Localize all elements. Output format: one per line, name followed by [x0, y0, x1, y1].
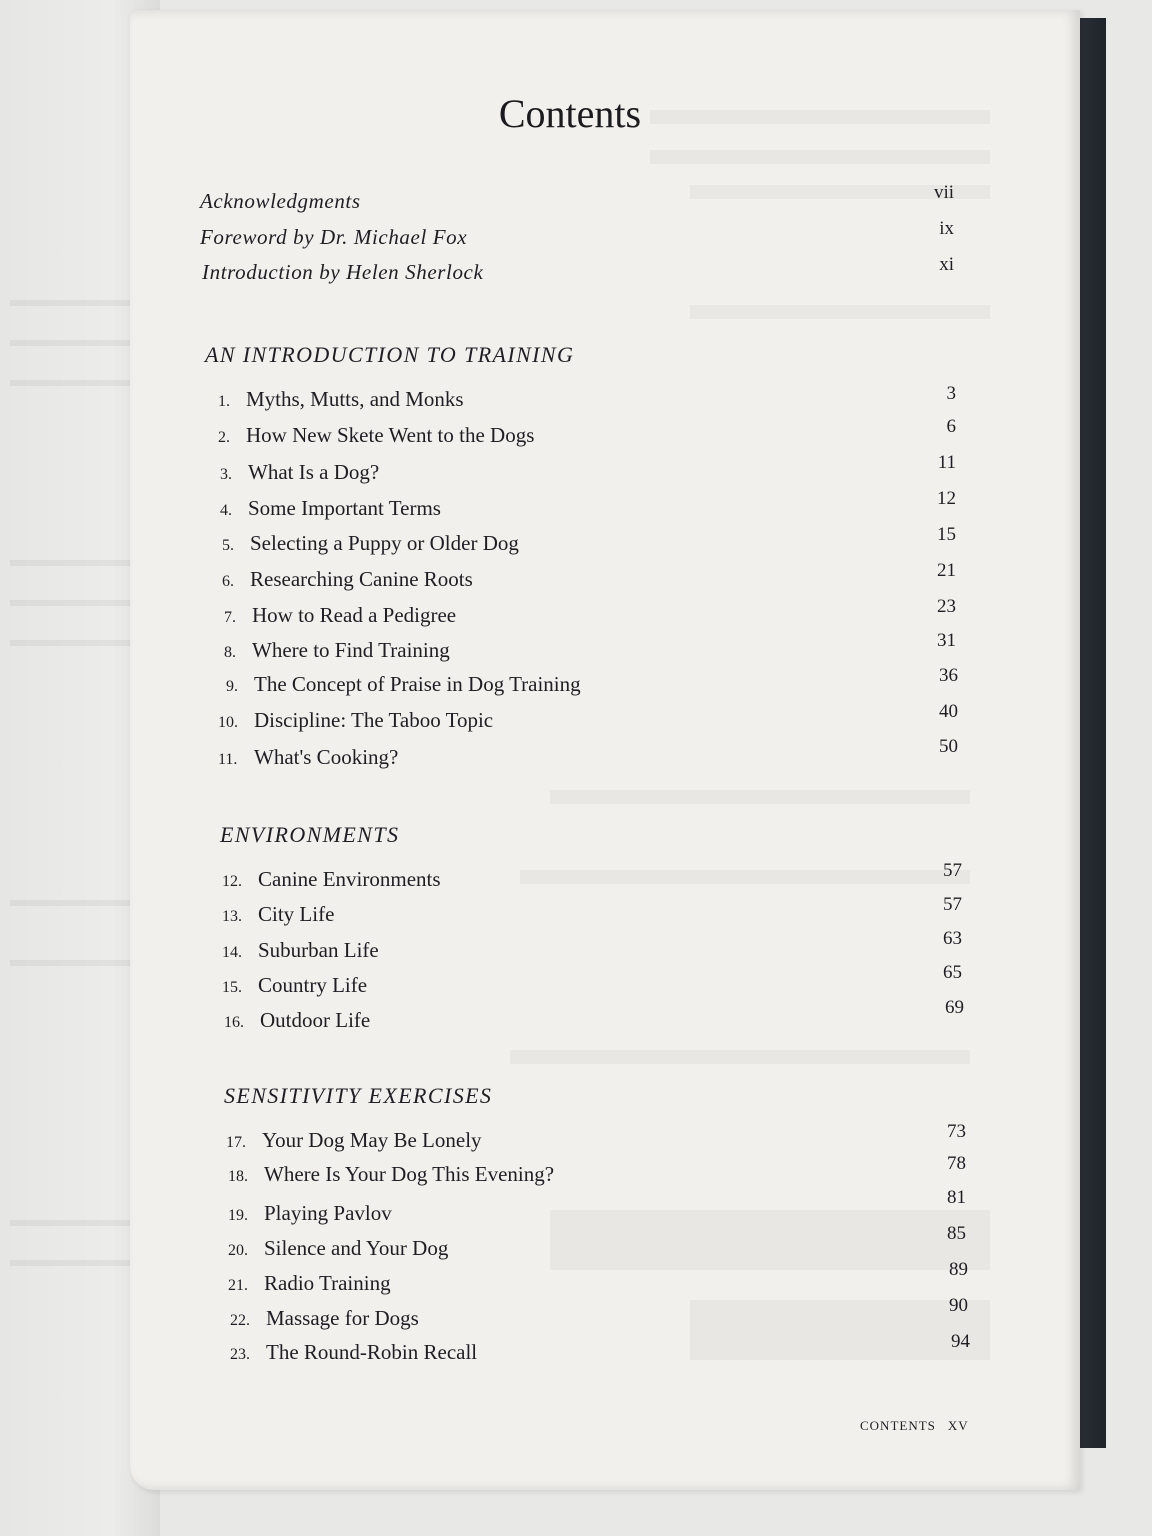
running-footer-label: CONTENTS [860, 1418, 936, 1433]
toc-entry-number: 6. [222, 573, 234, 590]
front-matter-introduction: Introduction by Helen Sherlock [202, 260, 484, 284]
toc-entry-page: 6 [946, 416, 956, 437]
toc-entry-page: 23 [937, 596, 956, 617]
toc-entry-number: 16. [224, 1014, 244, 1031]
toc-entry-title: Silence and Your Dog [264, 1236, 449, 1260]
toc-entry-page: 65 [943, 962, 962, 983]
toc-entry-title: Researching Canine Roots [250, 567, 473, 591]
running-footer-page-number: XV [947, 1418, 969, 1433]
toc-entry-page: 94 [951, 1331, 970, 1352]
toc-entry-page: 90 [949, 1295, 968, 1316]
toc-entry-number: 5. [222, 537, 234, 554]
toc-entry-number: 15. [222, 979, 242, 996]
toc-entry [220, 460, 379, 485]
toc-entry-title: The Round-Robin Recall [266, 1340, 478, 1364]
toc-entry-title: Playing Pavlov [264, 1201, 392, 1225]
toc-entry-page: 21 [937, 560, 956, 581]
toc-entry [228, 1201, 392, 1226]
toc-entry-page: 69 [945, 997, 964, 1018]
toc-entry [230, 1306, 419, 1331]
toc-entry-title: City Life [258, 902, 335, 926]
toc-entry-number: 13. [222, 908, 242, 925]
toc-entry-page: 89 [949, 1259, 968, 1280]
front-matter-acknowledgments: Acknowledgments [200, 189, 361, 213]
toc-entry [224, 1008, 370, 1033]
toc-entry-page: 73 [947, 1121, 966, 1142]
toc-entry-page: 57 [943, 894, 962, 915]
page-title: Contents [498, 91, 642, 136]
toc-entry-title: How New Skete Went to the Dogs [246, 423, 535, 447]
toc-entry-title: Some Important Terms [248, 496, 441, 520]
toc-entry-title: Canine Environments [258, 867, 441, 891]
toc-entry-number: 12. [222, 873, 242, 890]
toc-entry [228, 1162, 554, 1187]
toc-entry-number: 20. [228, 1242, 248, 1259]
toc-entry-number: 14. [222, 944, 242, 961]
toc-entry [218, 387, 464, 412]
toc-entry-page: 31 [937, 630, 956, 651]
toc-entry [218, 423, 534, 448]
running-footer [860, 1418, 969, 1434]
front-matter-foreword: Foreword by Dr. Michael Fox [200, 225, 468, 249]
toc-entry-number: 4. [220, 502, 232, 519]
toc-entry [222, 938, 379, 963]
toc-entry [228, 1271, 391, 1296]
toc-entry [222, 973, 367, 998]
toc-entry-title: Radio Training [264, 1271, 391, 1295]
toc-entry-title: How to Read a Pedigree [252, 603, 457, 627]
toc-entry-number: 7. [224, 609, 236, 626]
toc-entry-number: 21. [228, 1277, 248, 1294]
toc-entry [222, 867, 441, 892]
toc-entry-number: 1. [218, 393, 230, 410]
toc-entry-title: What Is a Dog? [248, 460, 380, 484]
toc-entry-page: 63 [943, 928, 962, 949]
toc-entry-title: Where Is Your Dog This Evening? [264, 1162, 555, 1186]
toc-entry-title: Where to Find Training [252, 638, 450, 662]
toc-entry-number: 17. [226, 1134, 246, 1151]
toc-entry-number: 23. [230, 1346, 250, 1363]
toc-entry [222, 567, 473, 592]
toc-entry [226, 672, 581, 697]
toc-entry-title: Your Dog May Be Lonely [262, 1128, 482, 1152]
toc-entry-title: Discipline: The Taboo Topic [254, 708, 494, 732]
toc-entry-page: 3 [946, 383, 956, 404]
toc-entry-page: 15 [937, 524, 956, 545]
front-matter-page: vii [933, 182, 954, 203]
toc-entry [224, 603, 456, 628]
toc-entry [218, 745, 398, 770]
toc-entry-page: 36 [939, 665, 958, 686]
toc-entry-title: Myths, Mutts, and Monks [246, 387, 464, 411]
toc-entry-title: Suburban Life [258, 938, 379, 962]
toc-entry-page: 11 [937, 452, 956, 473]
toc-entry-page: 12 [937, 488, 956, 509]
toc-entry [220, 496, 441, 521]
toc-entry [226, 1128, 482, 1153]
toc-entry-title: Massage for Dogs [266, 1306, 419, 1330]
toc-entry-page: 78 [947, 1153, 966, 1174]
toc-entry-number: 10. [218, 714, 238, 731]
toc-entry-page: 50 [939, 736, 958, 757]
toc-entry-title: Selecting a Puppy or Older Dog [250, 531, 519, 555]
toc-entry-title: Country Life [258, 973, 368, 997]
section-heading: SENSITIVITY EXERCISES [224, 1083, 493, 1108]
toc-entry-number: 22. [230, 1312, 250, 1329]
toc-entry-title: The Concept of Praise in Dog Training [254, 672, 581, 696]
section-heading: AN INTRODUCTION TO TRAINING [205, 342, 575, 367]
toc-entry-page: 85 [947, 1223, 966, 1244]
toc-entry [218, 708, 493, 733]
front-matter-page: xi [939, 254, 954, 275]
toc-entry-number: 9. [226, 678, 238, 695]
toc-entry-number: 11. [218, 751, 238, 768]
toc-entry-number: 18. [228, 1168, 248, 1185]
toc-entry [230, 1340, 477, 1365]
toc-entry-number: 19. [228, 1207, 248, 1224]
toc-entry [222, 902, 334, 927]
toc-entry-page: 57 [943, 860, 962, 881]
toc-entry [228, 1236, 448, 1261]
toc-entry-number: 2. [218, 429, 230, 446]
toc-entry-title: What's Cooking? [254, 745, 399, 769]
toc-entry-number: 3. [220, 466, 232, 483]
toc-entry [222, 531, 519, 556]
toc-entry-page: 40 [939, 701, 958, 722]
toc-entry-number: 8. [224, 644, 236, 661]
toc-entry-page: 81 [947, 1187, 966, 1208]
toc-entry [224, 638, 450, 663]
front-matter-page: ix [939, 218, 954, 239]
toc-entry-title: Outdoor Life [260, 1008, 371, 1032]
section-heading: ENVIRONMENTS [220, 822, 400, 847]
